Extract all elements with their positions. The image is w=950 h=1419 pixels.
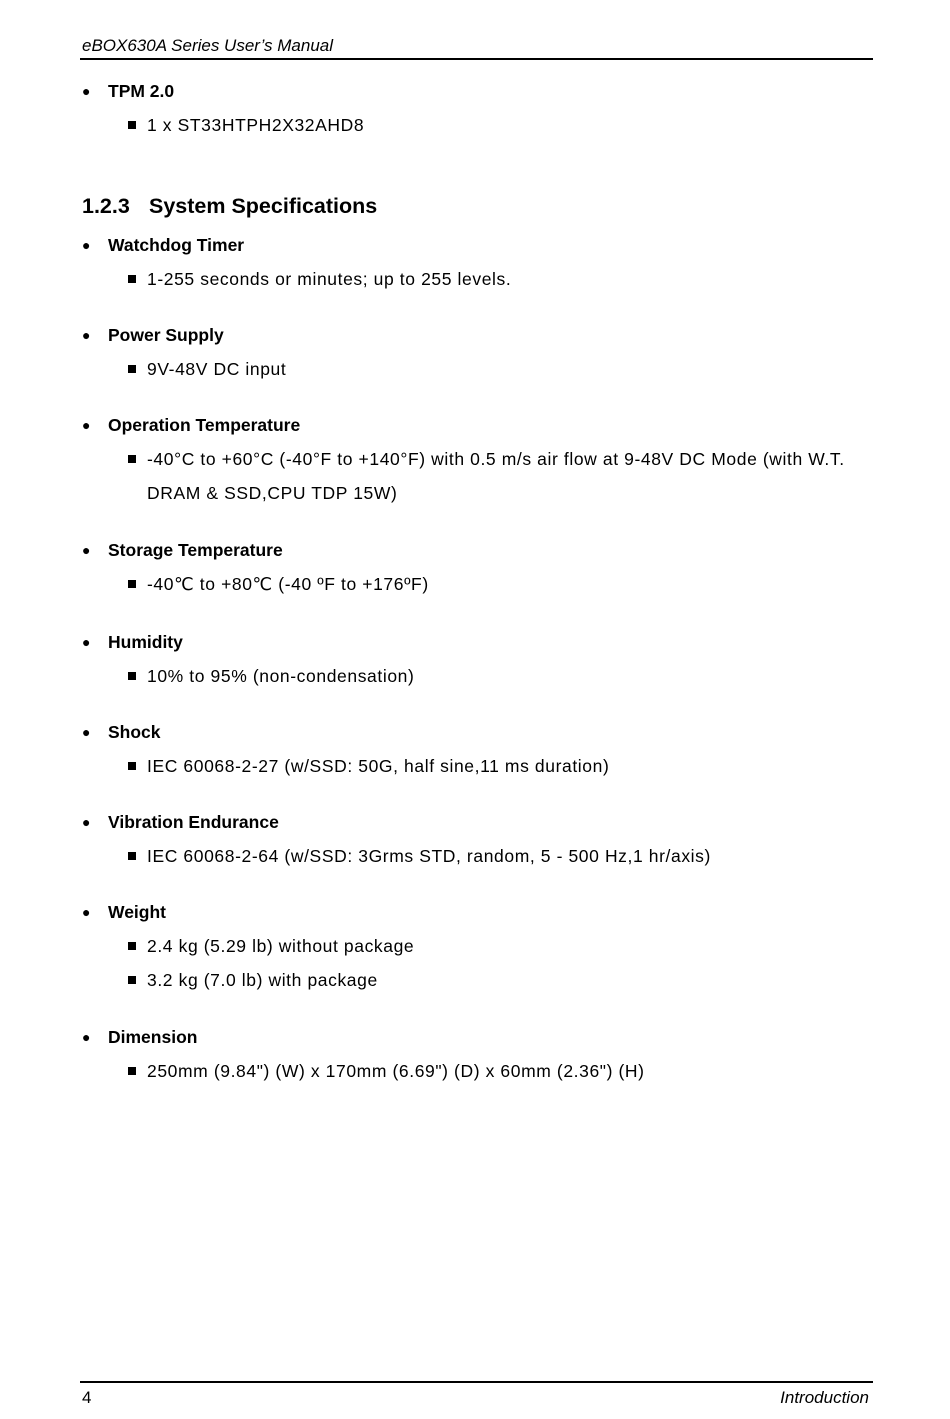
spec-item-text: -40℃ to +80℃ (-40 ºF to +176ºF) xyxy=(147,574,429,594)
square-bullet-icon xyxy=(128,121,136,129)
spec-heading-label: Shock xyxy=(108,722,161,742)
square-bullet-icon xyxy=(128,852,136,860)
footer-section-name: Introduction xyxy=(780,1388,869,1407)
spec-item-text: 1-255 seconds or minutes; up to 255 levels. xyxy=(147,269,512,289)
square-bullet-icon xyxy=(128,365,136,373)
spec-item xyxy=(128,839,858,873)
square-bullet-icon xyxy=(128,672,136,680)
spec-heading-shock xyxy=(82,721,161,743)
spec-item xyxy=(128,1054,858,1088)
section-title-text: System Specifications xyxy=(149,194,378,218)
square-bullet-icon xyxy=(128,455,136,463)
spec-heading-storage-temperature xyxy=(82,539,283,561)
spec-heading-label: Watchdog Timer xyxy=(108,235,245,255)
spec-heading-label: Vibration Endurance xyxy=(108,812,279,832)
spec-heading-tpm xyxy=(82,80,174,102)
spec-item xyxy=(128,659,858,693)
spec-item-text: -40°C to +60°C (-40°F to +140°F) with 0.5 m/s air flow at 9-48V DC Mode (with W.T. DRAM & SSD,CPU TDP 15W) xyxy=(147,449,845,503)
spec-item-text: 1 x ST33HTPH2X32AHD8 xyxy=(147,115,365,135)
spec-heading-label: Dimension xyxy=(108,1027,198,1047)
square-bullet-icon xyxy=(128,942,136,950)
bullet-dot-icon: ● xyxy=(82,83,91,99)
square-bullet-icon xyxy=(128,1067,136,1075)
spec-heading-operation-temperature xyxy=(82,414,300,436)
spec-heading-label: Storage Temperature xyxy=(108,540,283,560)
spec-heading-weight xyxy=(82,901,166,923)
spec-heading-label: Humidity xyxy=(108,632,183,652)
section-number: 1.2.3 xyxy=(82,194,130,218)
spec-item xyxy=(128,262,858,296)
spec-item-text: IEC 60068-2-64 (w/SSD: 3Grms STD, random, 5 - 500 Hz,1 hr/axis) xyxy=(147,846,711,866)
spec-heading-dimension xyxy=(82,1026,197,1048)
footer-divider xyxy=(80,1381,873,1383)
spec-heading-label: Operation Temperature xyxy=(108,415,301,435)
square-bullet-icon xyxy=(128,762,136,770)
spec-item xyxy=(128,567,858,601)
bullet-dot-icon: ● xyxy=(82,1029,91,1045)
spec-heading-label: Power Supply xyxy=(108,325,224,345)
header-divider xyxy=(80,58,873,60)
square-bullet-icon xyxy=(128,976,136,984)
spec-item-text: 10% to 95% (non-condensation) xyxy=(147,666,415,686)
spec-item xyxy=(128,929,858,963)
spec-item-text: 3.2 kg (7.0 lb) with package xyxy=(147,970,378,990)
document-header-title: eBOX630A Series User’s Manual xyxy=(82,36,334,55)
spec-heading-vibration-endurance xyxy=(82,811,279,833)
bullet-dot-icon: ● xyxy=(82,904,91,920)
bullet-dot-icon: ● xyxy=(82,724,91,740)
bullet-dot-icon: ● xyxy=(82,417,91,433)
square-bullet-icon xyxy=(128,580,136,588)
spec-heading-humidity xyxy=(82,631,183,653)
spec-item xyxy=(128,749,858,783)
spec-item xyxy=(128,963,858,997)
bullet-dot-icon: ● xyxy=(82,237,91,253)
spec-item xyxy=(128,108,858,142)
bullet-dot-icon: ● xyxy=(82,327,91,343)
spec-item-text: 250mm (9.84") (W) x 170mm (6.69") (D) x 60mm (2.36") (H) xyxy=(147,1061,645,1081)
bullet-dot-icon: ● xyxy=(82,542,91,558)
bullet-dot-icon: ● xyxy=(82,634,91,650)
spec-heading-power-supply xyxy=(82,324,224,346)
spec-heading-label: Weight xyxy=(108,902,167,922)
spec-item xyxy=(128,442,858,510)
spec-heading-watchdog-timer xyxy=(82,234,244,256)
spec-heading-label: TPM 2.0 xyxy=(108,81,175,101)
page-number: 4 xyxy=(82,1388,92,1407)
spec-item xyxy=(128,352,858,386)
bullet-dot-icon: ● xyxy=(82,814,91,830)
spec-item-text: IEC 60068-2-27 (w/SSD: 50G, half sine,11 ms duration) xyxy=(147,756,610,776)
spec-item-text: 2.4 kg (5.29 lb) without package xyxy=(147,936,415,956)
spec-item-text: 9V-48V DC input xyxy=(147,359,287,379)
section-title xyxy=(82,194,377,219)
square-bullet-icon xyxy=(128,275,136,283)
